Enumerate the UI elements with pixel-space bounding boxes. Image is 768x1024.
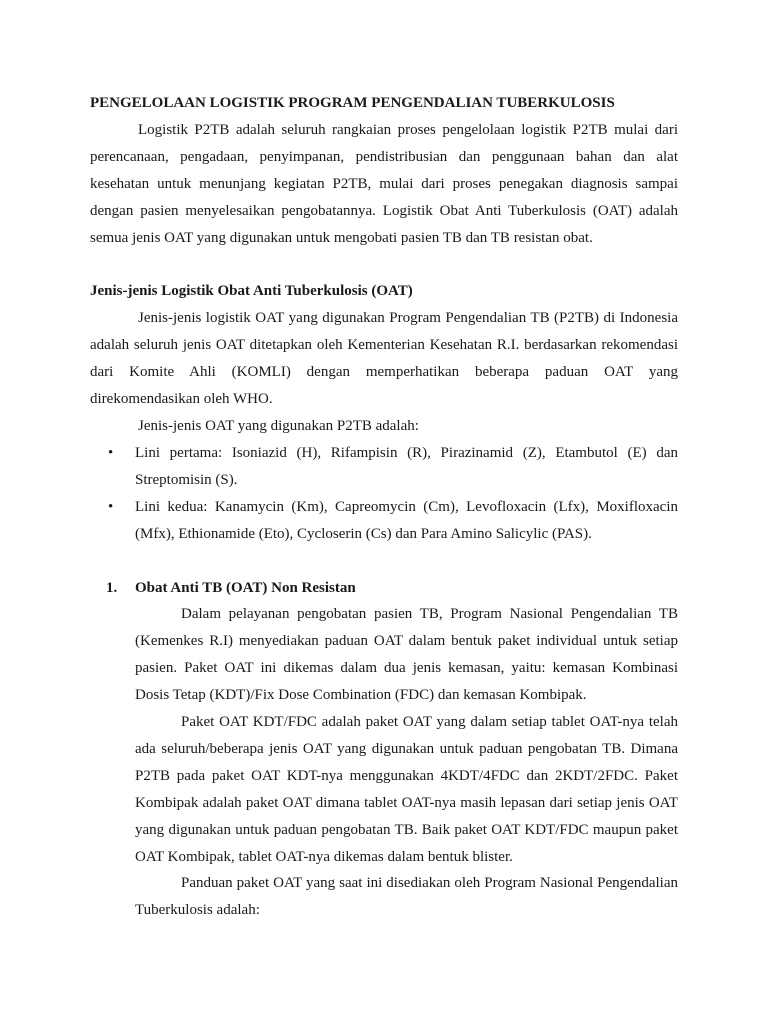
- list-item: [90, 494, 678, 548]
- section-paragraph: Dalam pelayanan pengobatan pasien TB, Program Nasional Pengendalian TB (Kemenkes R.I) menyediakan paduan OAT dalam bentuk paket individual untuk setiap pasien. Paket OAT ini dikemas dalam dua jenis kemasan, yaitu: kemasan Kombinasi Dosis Tetap (KDT)/Fix Dose Combination (FDC) dan kemasan Kombipak.: [135, 606, 678, 704]
- list-item-text: Lini kedua: Kanamycin (Km), Capreomycin (Cm), Levofloxacin (Lfx), Moxifloxacin (Mfx), Ethionamide (Eto), Cycloserin (Cs) dan Para Amino Salicylic (PAS).: [135, 498, 678, 542]
- bullet-icon: •: [108, 444, 114, 461]
- list-item-text: Lini pertama: Isoniazid (H), Rifampisin (R), Pirazinamid (Z), Etambutol (E) dan Streptomisin (S).: [135, 444, 678, 488]
- document-title: PENGELOLAAN LOGISTIK PROGRAM PENGENDALIAN TUBERKULOSIS: [90, 95, 615, 111]
- section-paragraph: Jenis-jenis logistik OAT yang digunakan Program Pengendalian TB (P2TB) di Indonesia adalah seluruh jenis OAT ditetapkan oleh Kementerian Kesehatan R.I. berdasarkan rekomendasi dari Komite Ahli (KOMLI) dengan memperhatikan beberapa paduan OAT yang direkomendasikan oleh WHO.: [90, 310, 678, 408]
- section-paragraph: Jenis-jenis OAT yang digunakan P2TB adalah:: [138, 417, 419, 434]
- intro-paragraph: Logistik P2TB adalah seluruh rangkaian proses pengelolaan logistik P2TB mulai dari perencanaan, pengadaan, penyimpanan, pendistribusian dan penggunaan bahan dan alat kesehatan untuk menunjang kegiatan P2TB, mulai dari proses penegakan diagnosis sampai dengan pasien menyelesaikan pengobatannya. Logistik Obat Anti Tuberkulosis (OAT) adalah semua jenis OAT yang digunakan untuk mengobati pasien TB dan TB resistan obat.: [90, 121, 678, 246]
- section-paragraph: Paket OAT KDT/FDC adalah paket OAT yang dalam setiap tablet OAT-nya telah ada seluruh/beberapa jenis OAT yang digunakan untuk paduan pengobatan TB. Dimana P2TB pada paket OAT KDT-nya menggunakan 4KDT/4FDC dan 2KDT/2FDC. Paket Kombipak adalah paket OAT dimana tablet OAT-nya masih lepasan dari setiap jenis OAT yang digunakan untuk paduan pengobatan TB. Baik paket OAT KDT/FDC maupun paket OAT Kombipak, tablet OAT-nya dikemas dalam bentuk blister.: [135, 714, 678, 865]
- spacer: [90, 548, 678, 575]
- section-paragraph: Panduan paket OAT yang saat ini disediakan oleh Program Nasional Pengendalian Tuberkulosis adalah:: [135, 875, 678, 919]
- bullet-icon: •: [108, 498, 114, 515]
- list-item: [90, 440, 678, 494]
- bullet-list: [90, 440, 678, 548]
- numbered-heading-text: Obat Anti TB (OAT) Non Resistan: [135, 579, 356, 596]
- section-heading: Jenis-jenis Logistik Obat Anti Tuberkulosis (OAT): [90, 283, 413, 300]
- list-number: 1.: [106, 579, 118, 596]
- numbered-heading: [90, 575, 678, 602]
- document-body: [90, 90, 678, 924]
- numbered-section-body: [90, 601, 678, 924]
- spacer: [90, 251, 678, 278]
